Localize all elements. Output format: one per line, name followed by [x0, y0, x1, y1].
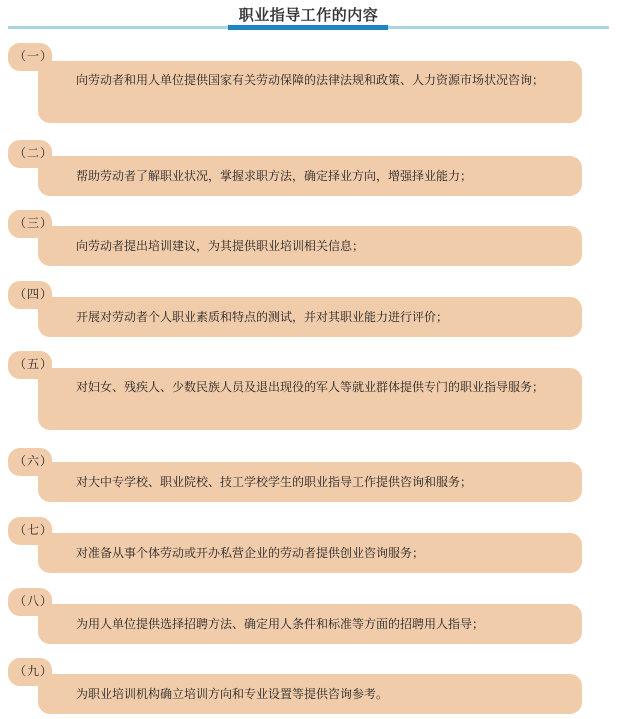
item-number-badge: （七） [8, 517, 52, 545]
item-text: 为用人单位提供选择招聘方法、确定用人条件和标准等方面的招聘用人指导； [76, 616, 485, 631]
item-number-badge: （九） [8, 658, 52, 686]
item-text-box [38, 226, 582, 266]
item-text-box [38, 462, 582, 502]
item-text: 对大中专学校、职业院校、技工学校学生的职业指导工作提供咨询和服务； [76, 474, 473, 489]
page-title: 职业指导工作的内容 [238, 6, 379, 24]
item-text-box [38, 604, 582, 644]
item-number-badge: （五） [8, 351, 52, 379]
list-item [8, 351, 582, 433]
list-item [8, 210, 582, 268]
item-text-box [38, 297, 582, 337]
item-text-box [38, 156, 582, 196]
list-item [8, 517, 582, 575]
list-item [8, 448, 582, 506]
item-number-badge: （四） [8, 281, 52, 309]
item-number-badge: （六） [8, 448, 52, 476]
item-text: 为职业培训机构确立培训方向和专业设置等提供咨询参考。 [76, 686, 389, 701]
item-text: 开展对劳动者个人职业素质和特点的测试，并对其职业能力进行评价； [76, 309, 449, 324]
list-item [8, 43, 582, 127]
item-text: 对准备从事个体劳动或开办私营企业的劳动者提供创业咨询服务； [76, 545, 425, 560]
list-item [8, 281, 582, 339]
list-item [8, 658, 582, 716]
item-number-badge: （八） [8, 588, 52, 616]
list-item [8, 140, 582, 198]
item-text-box [38, 533, 582, 573]
item-number-badge: （三） [8, 210, 52, 238]
item-text: 向劳动者和用人单位提供国家有关劳动保障的法律法规和政策、人力资源市场状况咨询； [76, 73, 545, 87]
item-text-box [38, 674, 582, 714]
item-number-badge: （一） [8, 43, 52, 71]
item-text-box [38, 368, 582, 430]
list-item [8, 588, 582, 646]
item-text: 帮助劳动者了解职业状况，掌握求职方法，确定择业方向，增强择业能力； [76, 168, 473, 183]
item-text: 向劳动者提出培训建议，为其提供职业培训相关信息； [76, 238, 365, 253]
item-text: 对妇女、残疾人、少数民族人员及退出现役的军人等就业群体提供专门的职业指导服务； [76, 380, 545, 394]
item-number-badge: （二） [8, 140, 52, 168]
item-text-box [38, 61, 582, 123]
